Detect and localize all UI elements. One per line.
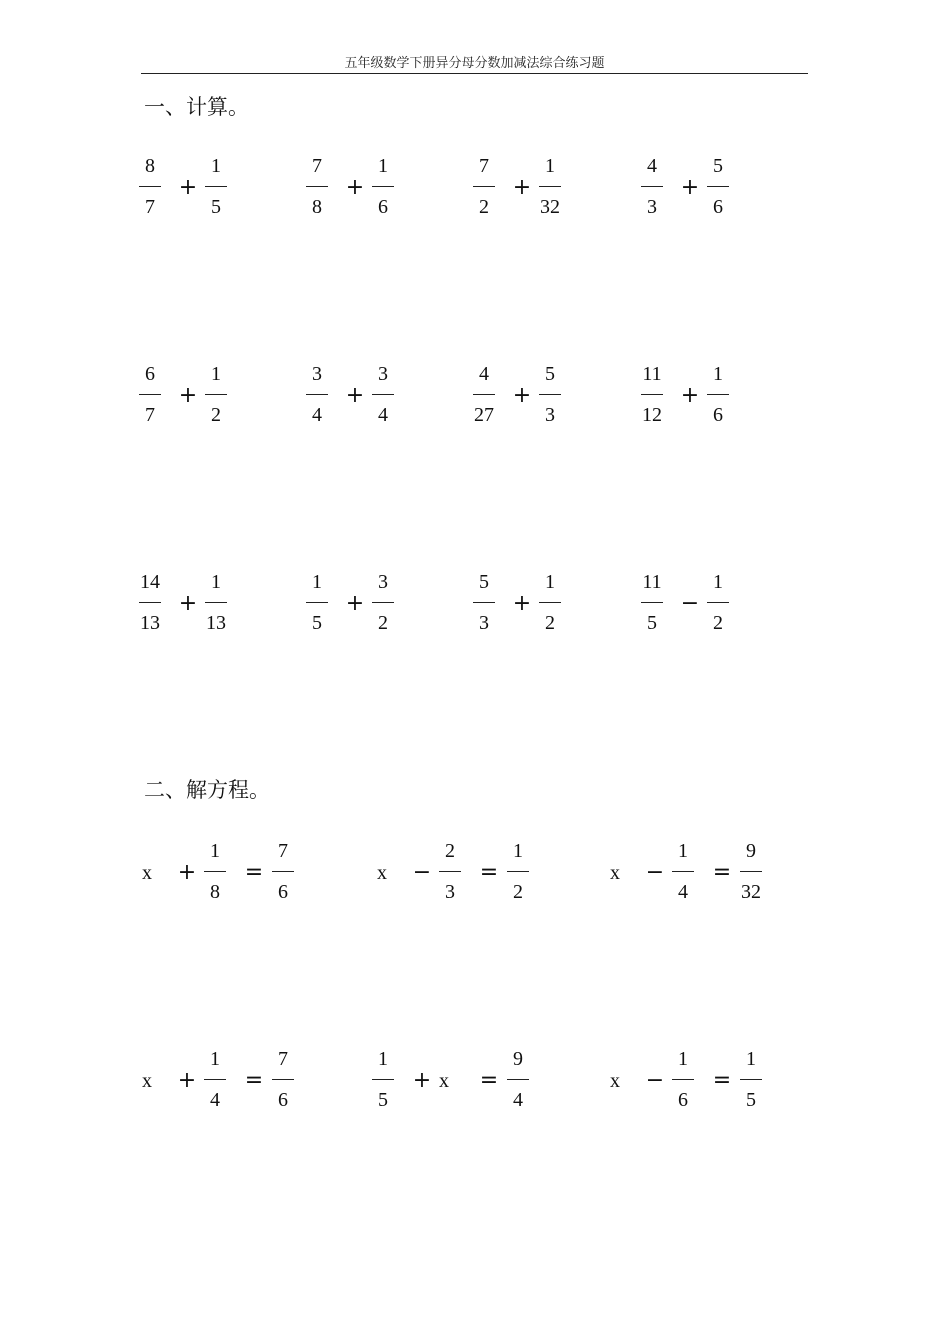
fraction-bar xyxy=(740,871,762,872)
variable-x: x xyxy=(142,1070,152,1092)
fraction-second xyxy=(698,363,738,426)
denominator: 2 xyxy=(378,612,388,634)
numerator: 1 xyxy=(713,571,723,593)
denominator: 6 xyxy=(678,1089,688,1111)
fraction-first xyxy=(130,363,170,426)
numerator: 2 xyxy=(445,840,455,862)
fraction-bar xyxy=(539,394,561,395)
fraction-bar xyxy=(641,394,663,395)
denominator: 6 xyxy=(378,196,388,218)
numerator: 7 xyxy=(278,1048,288,1070)
fraction-bar xyxy=(641,186,663,187)
fraction-bar xyxy=(539,602,561,603)
fraction-bar xyxy=(139,394,161,395)
denominator: 4 xyxy=(378,404,388,426)
fraction-second xyxy=(530,363,570,426)
variable-x: x xyxy=(610,862,620,884)
fraction-operand xyxy=(195,1048,235,1111)
denominator: 5 xyxy=(312,612,322,634)
plus-sign: + xyxy=(345,591,365,616)
fraction-first xyxy=(297,571,337,634)
fraction-result xyxy=(498,840,538,903)
denominator: 13 xyxy=(140,612,160,634)
fraction-operand xyxy=(663,840,703,903)
numerator: 7 xyxy=(312,155,322,177)
fraction-first xyxy=(464,571,504,634)
fraction-operand xyxy=(195,840,235,903)
denominator: 5 xyxy=(746,1089,756,1111)
fraction-first xyxy=(464,155,504,218)
fraction-result xyxy=(731,1048,771,1111)
denominator: 8 xyxy=(210,881,220,903)
section-2-title: 二、解方程。 xyxy=(144,778,270,802)
fraction-bar xyxy=(139,602,161,603)
numerator: 1 xyxy=(678,840,688,862)
fraction-first xyxy=(130,155,170,218)
fraction-bar xyxy=(473,186,495,187)
equals-sign: = xyxy=(244,1068,264,1093)
fraction-bar xyxy=(507,871,529,872)
equals-sign: = xyxy=(244,860,264,885)
numerator: 9 xyxy=(513,1048,523,1070)
fraction-second xyxy=(196,363,236,426)
denominator: 7 xyxy=(145,404,155,426)
plus-sign: + xyxy=(412,1068,432,1093)
denominator: 2 xyxy=(513,881,523,903)
plus-sign: + xyxy=(680,383,700,408)
numerator: 7 xyxy=(278,840,288,862)
plus-sign: + xyxy=(178,383,198,408)
minus-sign: − xyxy=(680,591,700,616)
fraction-bar xyxy=(306,186,328,187)
numerator: 11 xyxy=(642,363,662,385)
fraction-bar xyxy=(473,602,495,603)
denominator: 3 xyxy=(445,881,455,903)
fraction-second xyxy=(363,155,403,218)
fraction-first xyxy=(632,363,672,426)
numerator: 3 xyxy=(312,363,322,385)
fraction-first xyxy=(130,571,170,634)
numerator: 4 xyxy=(647,155,657,177)
numerator: 1 xyxy=(678,1048,688,1070)
fraction-bar xyxy=(672,1079,694,1080)
plus-sign: + xyxy=(512,175,532,200)
numerator: 1 xyxy=(713,363,723,385)
numerator: 1 xyxy=(378,1048,388,1070)
fraction-bar xyxy=(205,186,227,187)
plus-sign: + xyxy=(177,1068,197,1093)
fraction-result xyxy=(498,1048,538,1111)
denominator: 2 xyxy=(479,196,489,218)
fraction-result xyxy=(731,840,771,903)
numerator: 1 xyxy=(210,1048,220,1070)
fraction-bar xyxy=(707,186,729,187)
denominator: 27 xyxy=(474,404,494,426)
fraction-second xyxy=(530,571,570,634)
denominator: 7 xyxy=(145,196,155,218)
header-title: 五年级数学下册异分母分数加减法综合练习题 xyxy=(344,56,605,71)
equals-sign: = xyxy=(712,1068,732,1093)
fraction-bar xyxy=(306,394,328,395)
plus-sign: + xyxy=(178,591,198,616)
fraction-result xyxy=(263,840,303,903)
denominator: 6 xyxy=(278,1089,288,1111)
numerator: 4 xyxy=(479,363,489,385)
denominator: 32 xyxy=(741,881,761,903)
denominator: 4 xyxy=(678,881,688,903)
minus-sign: − xyxy=(412,860,432,885)
fraction-bar xyxy=(707,602,729,603)
fraction-operand xyxy=(430,840,470,903)
denominator: 5 xyxy=(211,196,221,218)
numerator: 1 xyxy=(211,155,221,177)
denominator: 3 xyxy=(545,404,555,426)
denominator: 32 xyxy=(540,196,560,218)
numerator: 5 xyxy=(545,363,555,385)
numerator: 11 xyxy=(642,571,662,593)
fraction-first xyxy=(297,363,337,426)
denominator: 8 xyxy=(312,196,322,218)
fraction-result xyxy=(263,1048,303,1111)
equals-sign: = xyxy=(479,860,499,885)
equals-sign: = xyxy=(479,1068,499,1093)
plus-sign: + xyxy=(177,860,197,885)
fraction-first xyxy=(297,155,337,218)
numerator: 1 xyxy=(211,363,221,385)
numerator: 1 xyxy=(545,571,555,593)
numerator: 5 xyxy=(479,571,489,593)
numerator: 1 xyxy=(312,571,322,593)
plus-sign: + xyxy=(178,175,198,200)
plus-sign: + xyxy=(512,591,532,616)
numerator: 9 xyxy=(746,840,756,862)
variable-x: x xyxy=(142,862,152,884)
fraction-bar xyxy=(139,186,161,187)
denominator: 2 xyxy=(211,404,221,426)
fraction-bar xyxy=(507,1079,529,1080)
fraction-second xyxy=(698,571,738,634)
plus-sign: + xyxy=(680,175,700,200)
fraction-bar xyxy=(272,871,294,872)
fraction-bar xyxy=(740,1079,762,1080)
equals-sign: = xyxy=(712,860,732,885)
denominator: 5 xyxy=(378,1089,388,1111)
fraction-second xyxy=(196,571,236,634)
denominator: 5 xyxy=(647,612,657,634)
denominator: 2 xyxy=(713,612,723,634)
numerator: 1 xyxy=(211,571,221,593)
fraction-bar xyxy=(306,602,328,603)
minus-sign: − xyxy=(645,860,665,885)
variable-x: x xyxy=(377,862,387,884)
numerator: 1 xyxy=(746,1048,756,1070)
plus-sign: + xyxy=(345,383,365,408)
section-1-title: 一、计算。 xyxy=(144,95,249,119)
denominator: 6 xyxy=(713,196,723,218)
fraction-bar xyxy=(204,871,226,872)
fraction-bar xyxy=(372,1079,394,1080)
denominator: 6 xyxy=(713,404,723,426)
denominator: 3 xyxy=(647,196,657,218)
fraction-bar xyxy=(205,394,227,395)
fraction-first xyxy=(464,363,504,426)
fraction-bar xyxy=(204,1079,226,1080)
fraction-bar xyxy=(707,394,729,395)
numerator: 1 xyxy=(545,155,555,177)
denominator: 4 xyxy=(312,404,322,426)
fraction-bar xyxy=(672,871,694,872)
fraction-bar xyxy=(473,394,495,395)
denominator: 4 xyxy=(210,1089,220,1111)
variable-x: x xyxy=(610,1070,620,1092)
fraction-second xyxy=(363,363,403,426)
denominator: 2 xyxy=(545,612,555,634)
fraction-bar xyxy=(372,602,394,603)
plus-sign: + xyxy=(345,175,365,200)
denominator: 4 xyxy=(513,1089,523,1111)
denominator: 3 xyxy=(479,612,489,634)
numerator: 5 xyxy=(713,155,723,177)
fraction-bar xyxy=(372,394,394,395)
denominator: 6 xyxy=(278,881,288,903)
minus-sign: − xyxy=(645,1068,665,1093)
variable-x: x xyxy=(439,1070,449,1092)
numerator: 6 xyxy=(145,363,155,385)
numerator: 14 xyxy=(140,571,160,593)
fraction-bar xyxy=(205,602,227,603)
fraction-bar xyxy=(539,186,561,187)
plus-sign: + xyxy=(512,383,532,408)
fraction-bar xyxy=(372,186,394,187)
fraction-operand xyxy=(663,1048,703,1111)
fraction-second xyxy=(698,155,738,218)
numerator: 1 xyxy=(378,155,388,177)
fraction-second xyxy=(363,571,403,634)
numerator: 1 xyxy=(210,840,220,862)
denominator: 13 xyxy=(206,612,226,634)
fraction-first xyxy=(632,571,672,634)
numerator: 1 xyxy=(513,840,523,862)
numerator: 7 xyxy=(479,155,489,177)
numerator: 3 xyxy=(378,571,388,593)
denominator: 12 xyxy=(642,404,662,426)
fraction-first xyxy=(632,155,672,218)
numerator: 3 xyxy=(378,363,388,385)
fraction-second xyxy=(196,155,236,218)
fraction-bar xyxy=(272,1079,294,1080)
fraction-bar xyxy=(439,871,461,872)
numerator: 8 xyxy=(145,155,155,177)
fraction-lead xyxy=(363,1048,403,1111)
fraction-bar xyxy=(641,602,663,603)
fraction-second xyxy=(530,155,570,218)
